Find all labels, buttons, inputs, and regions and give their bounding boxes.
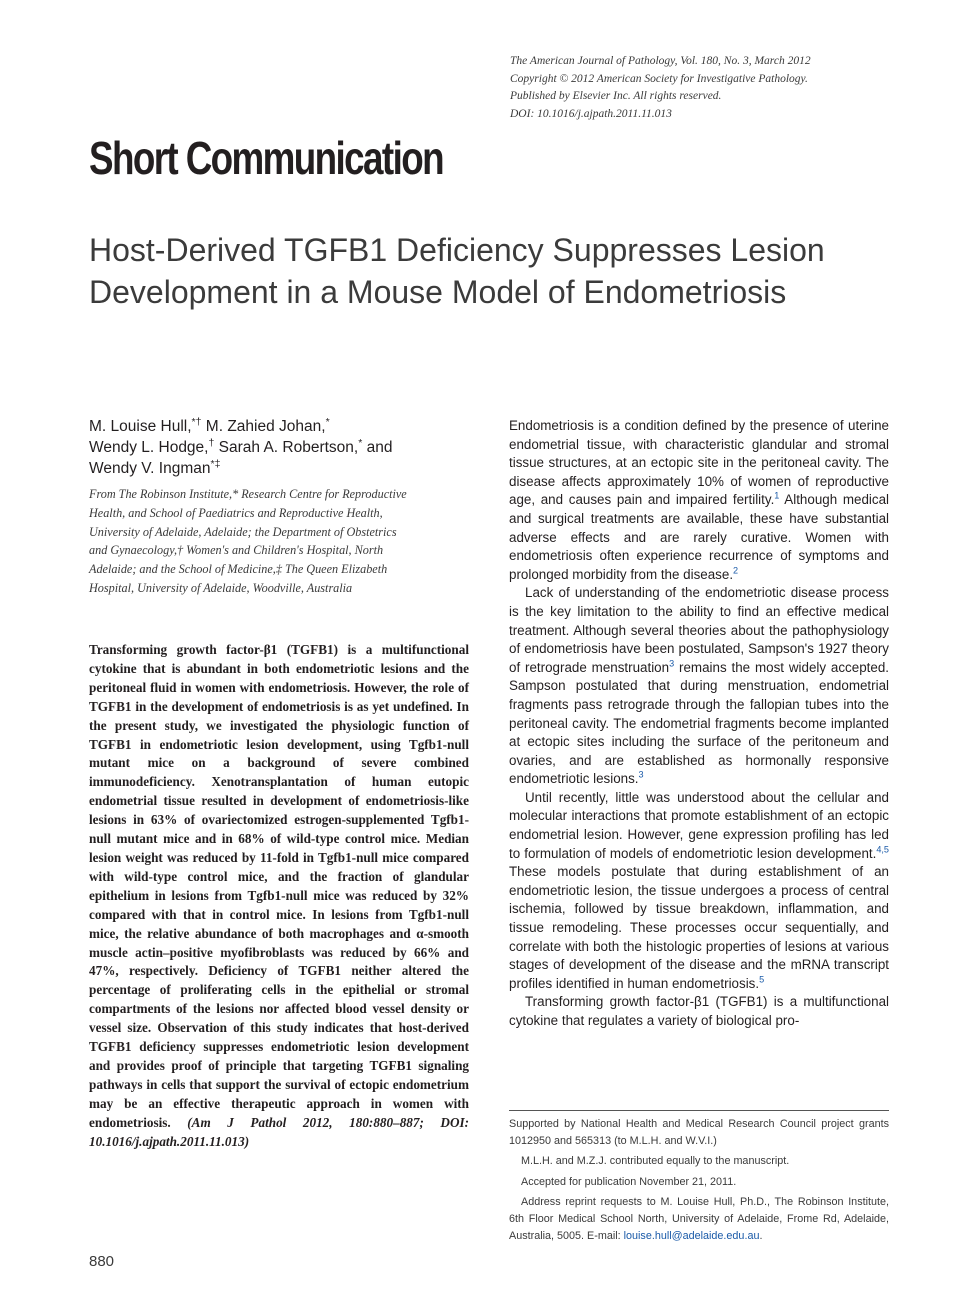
abstract-citation: (Am J Pathol 2012, 180:880–887; DOI: 10.1016/j.ajpath.2011.11.013)	[89, 1114, 469, 1149]
author-name: Sarah A. Robertson,	[214, 439, 359, 456]
body-paragraph	[509, 417, 889, 584]
abstract-paragraph	[89, 641, 469, 1151]
footnote-accepted-date: Accepted for publication November 21, 2011.	[521, 1175, 737, 1188]
author-name: Wendy V. Ingman	[89, 460, 211, 477]
body-paragraph	[509, 584, 889, 789]
body-paragraph	[509, 993, 889, 1030]
footnote-correspondence	[509, 1194, 889, 1244]
abstract	[89, 641, 469, 1151]
page-number: 880	[89, 1253, 115, 1270]
body-text-run: These models postulate that during establishment of an endometriotic lesion, the tissue undergoes a process of central ischemia, followed by tissue breakdown, inflammation, and tissue remodeling. These processes occur sequentially, and correlate with both the histologic properties of lesions at various stages of development of the disease and the mRNA transcript profiles identified in human endometriosis.	[509, 864, 889, 991]
affiliation-line: University of Adelaide, Adelaide; the Department of Obstetrics	[89, 524, 397, 539]
correspondence-address: Address reprint requests to M. Louise Hull, Ph.D., The Robinson Institute, 6th Floor Medical School North, University of Adelaide, Frome Rd, Adelaide, Australia, 5005. E-mail:	[509, 1196, 889, 1242]
author-conjunction: and	[362, 439, 393, 456]
affiliation-line: From The Robinson Institute,* Research Centre for Reproductive	[89, 487, 407, 501]
reference-link[interactable]: 1	[774, 490, 780, 501]
footnote-divider	[509, 1110, 889, 1111]
author-name: Wendy L. Hodge,	[89, 439, 209, 456]
affiliation-line: Adelaide; and the School of Medicine,‡ The Queen Elizabeth	[89, 562, 388, 577]
body-text-run: Although medical and surgical treatments are available, these have substantial adverse effects and are rarely curative. Women with endometriosis often experience recurrence of symptoms and prolonged morbidity from the disease.	[509, 492, 889, 582]
author-affiliation-mark: †	[208, 436, 215, 449]
correspondence-end: .	[759, 1229, 763, 1242]
article-title-line: Development in a Mouse Model of Endometriosis	[89, 274, 787, 310]
author-affiliation-mark: *‡	[210, 457, 221, 470]
reference-link[interactable]: 2	[733, 565, 739, 576]
body-text	[509, 417, 889, 1031]
author-line	[89, 458, 489, 479]
author-name: M. Zahied Johan,	[201, 418, 326, 435]
reference-link[interactable]: 3	[638, 769, 644, 780]
author-affiliation-mark: *	[358, 436, 363, 449]
footnote-funding: Supported by National Health and Medical Research Council project grants 1012950 and 565313 (to M.L.H. and W.V.I.)	[509, 1118, 889, 1147]
email-link[interactable]: louise.hull@adelaide.edu.au	[623, 1229, 760, 1242]
affiliation-line: Hospital, University of Adelaide, Woodville, Australia	[89, 580, 353, 595]
reference-link[interactable]: 4,5	[876, 844, 889, 855]
body-text-run: remains the most widely accepted. Sampson postulated that during menstruation, endometrial fragments pass retrograde through the fallopian tubes into the peritoneal cavity. The endometrial fragments become implanted at ectopic sites including the surface of the peritoneum and ovaries, and are established as hormonally responsive endometriotic lesions.	[509, 659, 889, 787]
affiliations	[89, 485, 469, 598]
journal-header	[510, 53, 930, 123]
reference-link[interactable]: 3	[669, 658, 675, 669]
article-title-line: Host-Derived TGFB1 Deficiency Suppresses Lesion	[89, 232, 825, 268]
body-paragraph	[509, 789, 889, 994]
body-text-run: Transforming growth factor-β1 (TGFB1) is a multifunctional cytokine that regulates a variety of biological pro-	[509, 994, 889, 1028]
reference-link[interactable]: 5	[759, 974, 765, 985]
section-label: Short Communication	[89, 132, 443, 184]
affiliation-line: Health, and School of Paediatrics and Reproductive Health,	[89, 505, 383, 520]
abstract-text: Transforming growth factor-β1 (TGFB1) is a multifunctional cytokine that is abundant in both endometriotic lesions and the peritoneal fluid in women with endometriosis. However, the role of TGFB1 in the development of endometriosis is as yet undefined. In the present study, we investigated the physiologic function of TGFB1 in endometriotic lesion development, using Tgfb1-null mutant mice on a background of severe combined immunodeficiency. Xenotransplantation of human eutopic endometrial tissue resulted in development of endometriosis-like lesions in 63% of ovariectomized estrogen-supplemented Tgfb1-null mutant mice and in 68% of wild-type control mice. Median lesion weight was reduced by 11-fold in Tgfb1-null mice compared with wild-type control mice, and the fraction of glandular epithelium in lesions from Tgfb1-null mice was reduced by 32% compared with that in control mice. In lesions from Tgfb1-null mice, the relative abundance of both macrophages and α-smooth muscle actin–positive myofibroblasts was reduced by 66% and 47%, respectively. Deficiency of TGFB1 neither altered the percentage of proliferating cells in the epithelial or stromal compartments of the lesions nor affected blood vessel density or vessel size. Observation of this study indicates that host-derived TGFB1 deficiency suppresses endometriotic lesion development and provides proof of principle that targeting TGFB1 signaling pathways in cells that support the survival of ectopic endometrium may be an effective therapeutic approach in women with endometriosis.	[89, 642, 469, 1130]
footnotes	[509, 1116, 889, 1248]
body-text-run: Lack of understanding of the endometriotic disease process is the key limitation to the ability to find an effective medical treatment. Although several theories about the pathophysiology of endometriosis have been postulated, Sampson's 1927 theory of retrograde menstruation	[509, 585, 889, 675]
journal-copyright: Copyright © 2012 American Society for Investigative Pathology.	[510, 72, 808, 85]
author-affiliation-mark: *	[325, 415, 330, 428]
article-title	[89, 229, 909, 313]
author-list	[89, 416, 489, 479]
body-text-run: Until recently, little was understood about the cellular and molecular interactions that promote establishment of an ectopic endometrial lesion. However, gene expression profiling has led to formulation of models of endometriotic lesion development.	[509, 789, 889, 861]
journal-publisher: Published by Elsevier Inc. All rights reserved.	[510, 90, 722, 102]
affiliation-line: and Gynaecology,† Women's and Children's Hospital, North	[89, 543, 384, 558]
author-line	[89, 416, 489, 437]
author-name: M. Louise Hull,	[89, 418, 192, 435]
journal-doi: DOI: 10.1016/j.ajpath.2011.11.013	[510, 107, 672, 120]
body-text-run: Endometriosis is a condition defined by the presence of uterine endometrial tissue, with characteristic glandular and stromal tissue structures, at an ectopic site in the peritoneal cavity. The disease affects approximately 10% of women of reproductive age, and causes pain and impaired fertility.	[509, 418, 889, 508]
author-line	[89, 437, 489, 458]
journal-citation: The American Journal of Pathology, Vol. 180, No. 3, March 2012	[510, 55, 811, 67]
footnote-equal-contribution: M.L.H. and M.Z.J. contributed equally to the manuscript.	[521, 1155, 790, 1168]
author-affiliation-mark: *†	[191, 415, 202, 428]
